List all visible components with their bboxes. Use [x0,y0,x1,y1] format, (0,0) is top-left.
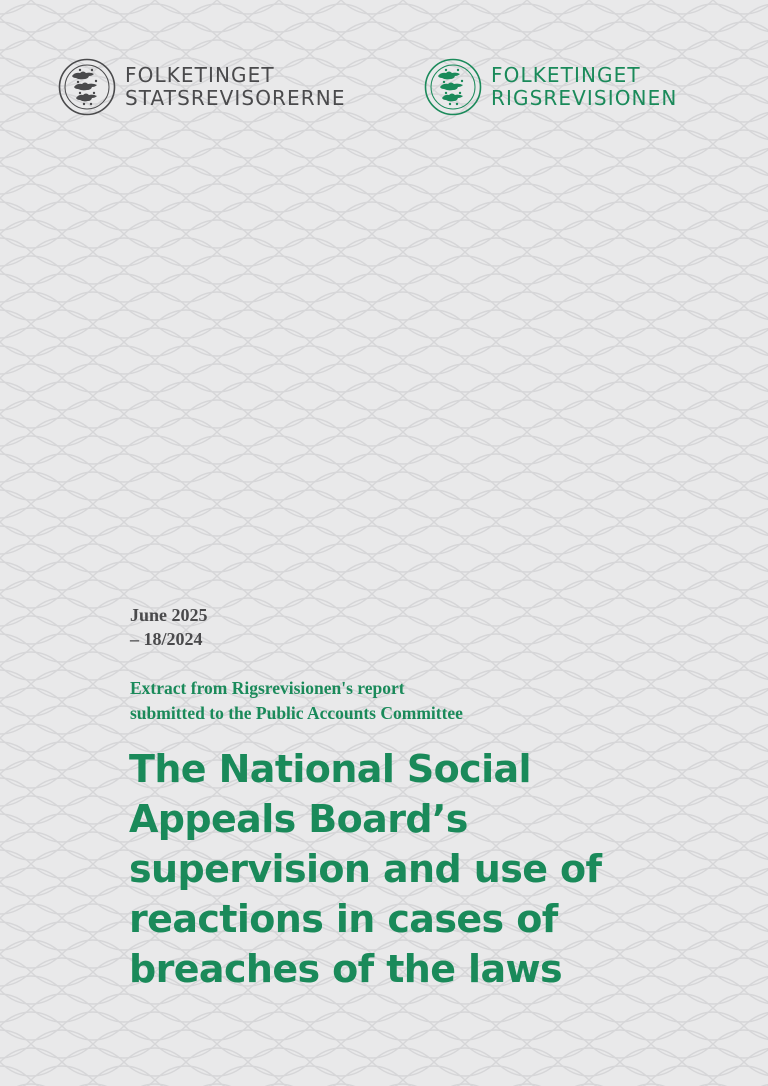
extract-line-2: submitted to the Public Accounts Committee [130,703,463,723]
title-line-4: reactions in cases of [129,897,558,941]
title-line-2: Appeals Board’s [129,797,468,841]
danish-lions-seal-icon [424,58,482,116]
danish-lions-seal-icon [58,58,116,116]
report-date: June 2025 [130,605,208,625]
report-meta [130,603,208,651]
title-line-1: The National Social [129,747,531,791]
logo-line-folketinget: FOLKETINGET [491,63,641,87]
logo-line-folketinget: FOLKETINGET [125,63,275,87]
extract-subtitle [130,676,463,726]
logo-line-rigsrevisionen: RIGSREVISIONEN [491,86,678,110]
report-title [129,744,759,994]
logo-rigsrevisionen [424,58,677,116]
extract-line-1: Extract from Rigsrevisionen's report [130,678,405,698]
logo-line-statsrevisorerne: STATSREVISORERNE [125,86,346,110]
logo-statsrevisorerne [58,58,346,116]
report-number: – 18/2024 [130,629,203,649]
title-line-3: supervision and use of [129,847,602,891]
title-line-5: breaches of the laws [129,947,563,991]
